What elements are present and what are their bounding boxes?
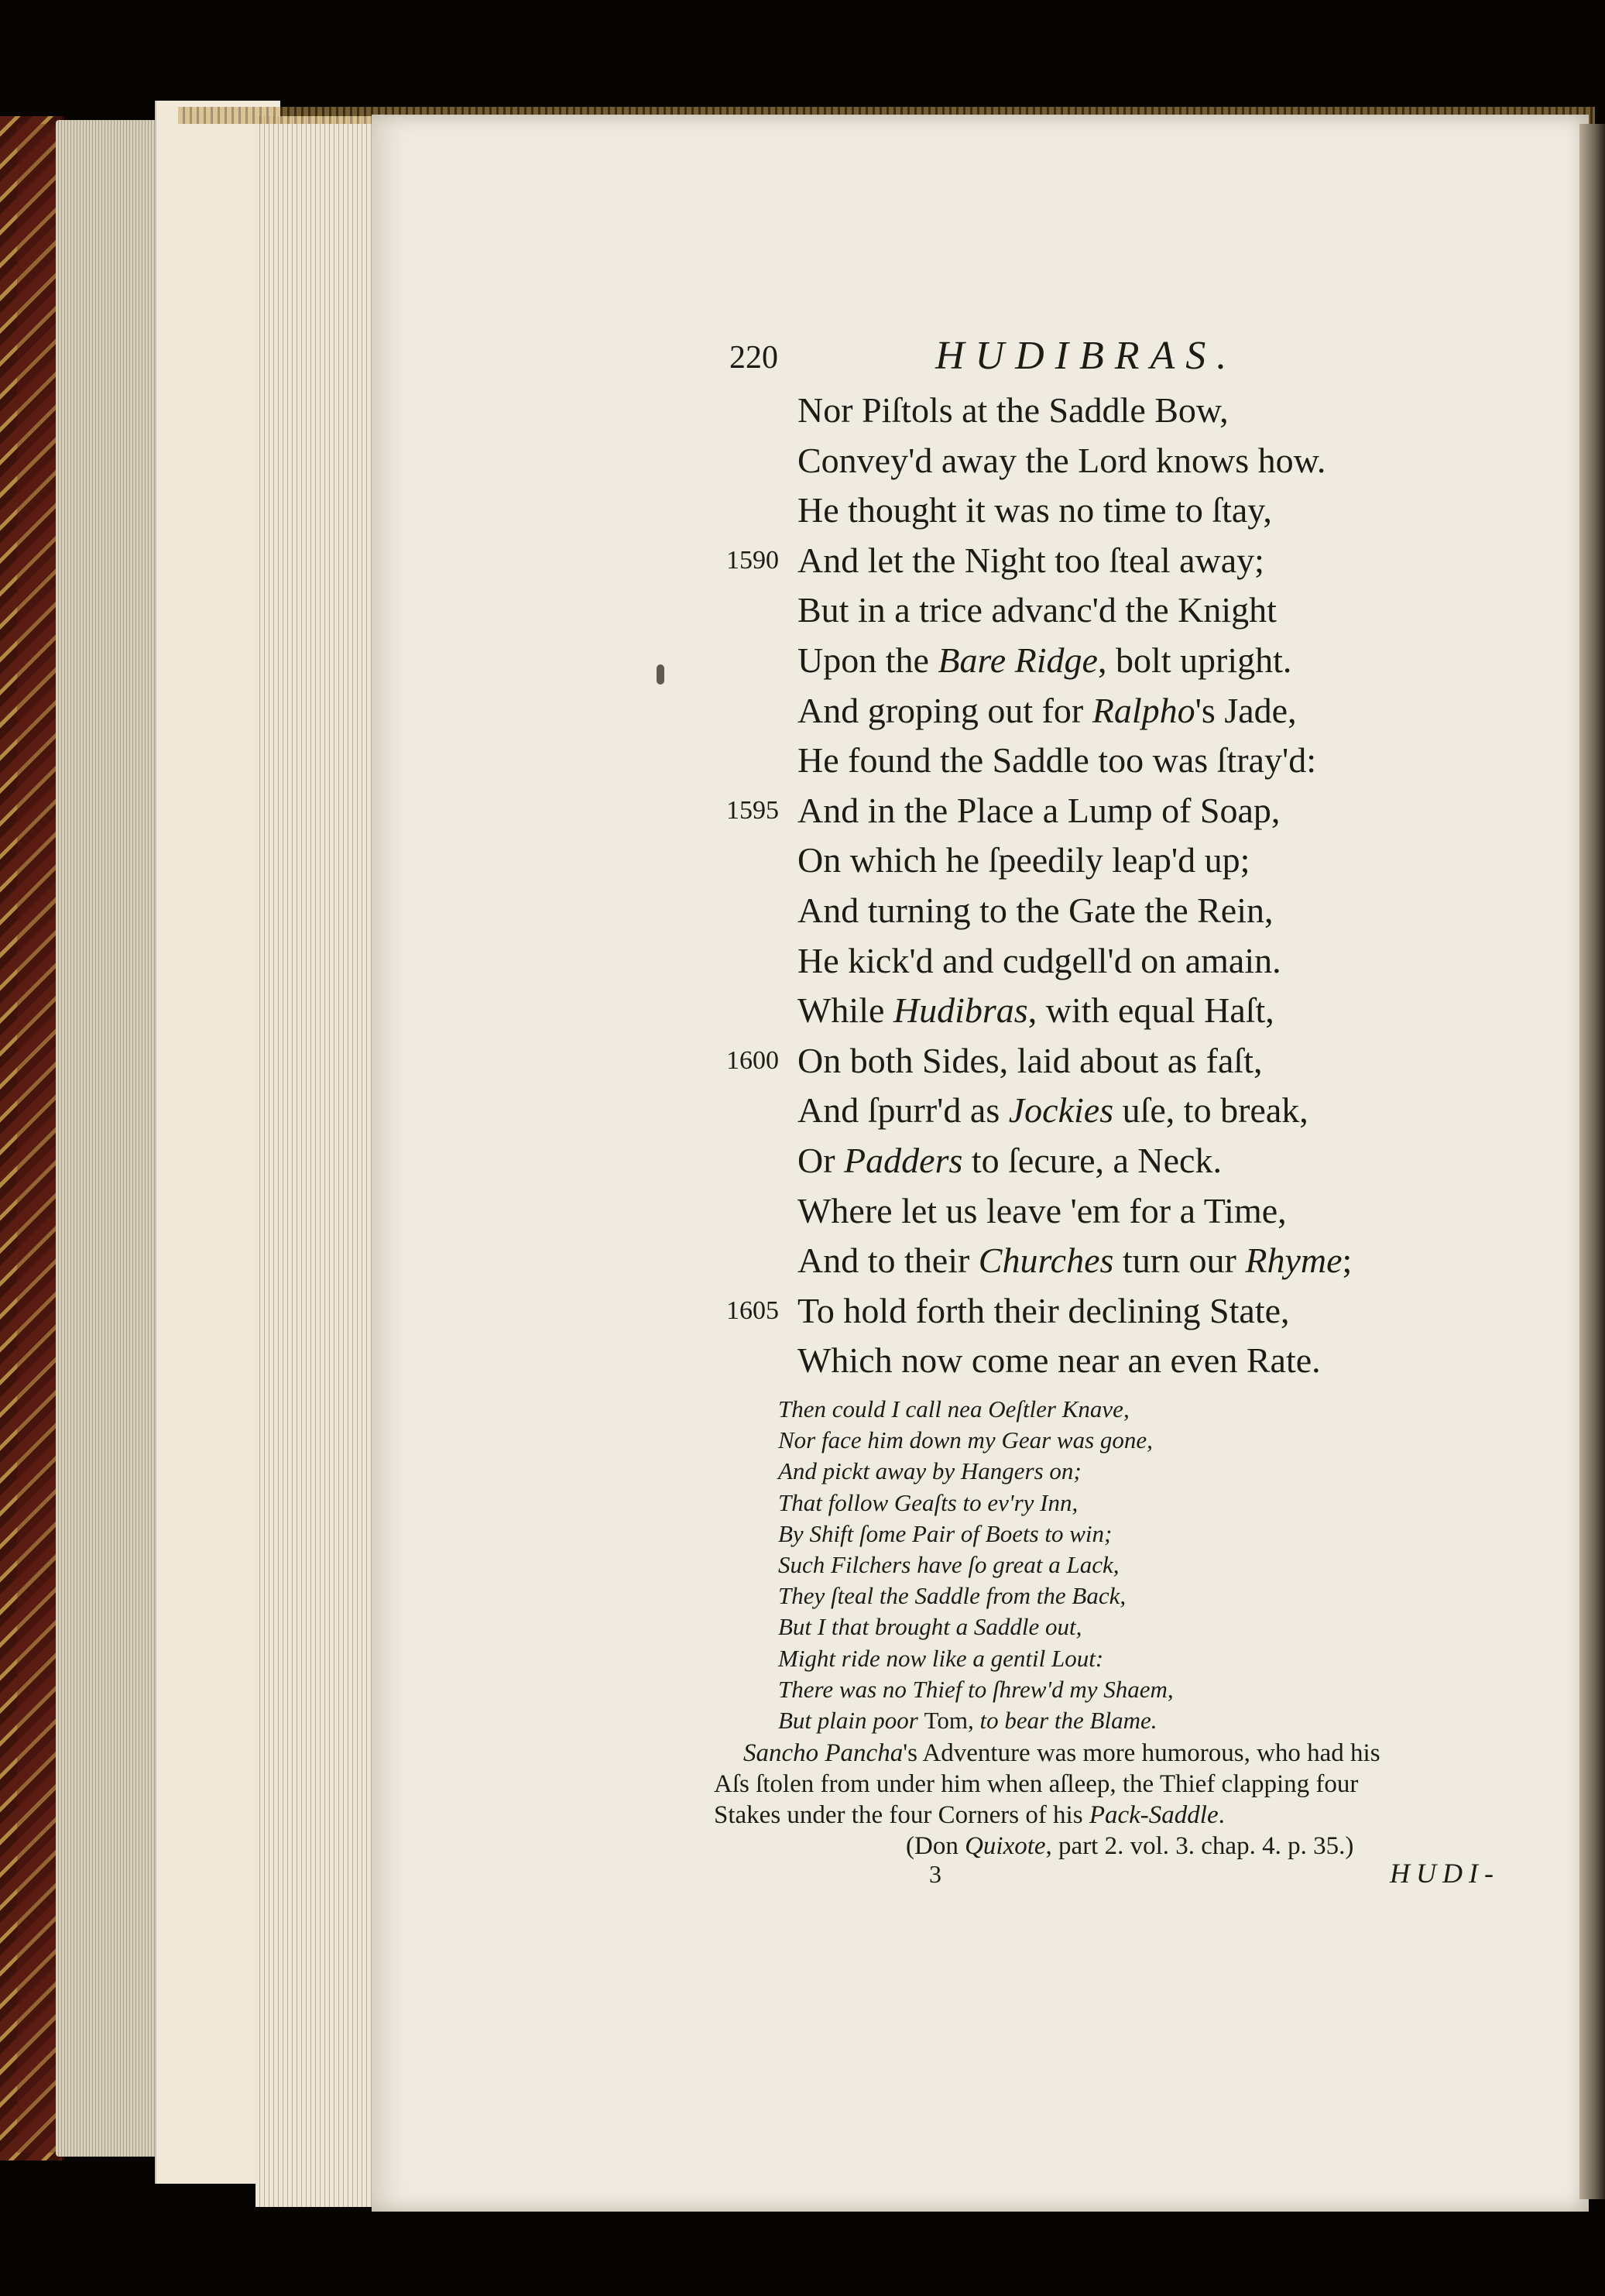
- text-run: That follow Geaſts to ev'ry Inn,: [778, 1488, 1079, 1516]
- signature-mark: 3: [929, 1860, 941, 1888]
- text-run: ;: [1342, 1241, 1353, 1281]
- text-run: .: [1218, 1801, 1225, 1829]
- line-number: 1605: [726, 1296, 779, 1325]
- footnote-prose-line: [714, 1769, 1358, 1800]
- footnote-verse-line: [778, 1488, 1078, 1519]
- verse-line: [797, 737, 1316, 784]
- text-run: He found the Saddle too was ſtray'd:: [797, 740, 1317, 781]
- text-run: And groping out for: [797, 690, 1092, 730]
- text-run: And pickt away by Hangers on;: [778, 1457, 1082, 1485]
- verse-line: [797, 938, 1281, 984]
- text-run: While: [797, 990, 893, 1031]
- text-run: Padders: [844, 1141, 963, 1180]
- verse-line: [797, 1138, 1222, 1184]
- text-run: They ſteal the Saddle from the Back,: [778, 1582, 1127, 1610]
- verse-line: [797, 387, 1229, 434]
- text-run: And let the Night too ſteal away;: [797, 540, 1264, 580]
- text-run: , bolt upright.: [1097, 640, 1292, 680]
- text-run: And to their: [797, 1241, 979, 1281]
- verse-line: [797, 1188, 1287, 1234]
- text-run: Quixote: [965, 1832, 1046, 1860]
- footnote-verse-line: [778, 1519, 1112, 1550]
- text-run: Nor Piſtols at the Saddle Bow,: [797, 390, 1229, 430]
- text-run: , part 2. vol. 3. chap. 4. p. 35.): [1045, 1832, 1354, 1860]
- text-run: , to bear the Blame.: [967, 1707, 1157, 1734]
- text-run: Hudibras: [893, 990, 1028, 1031]
- text-run: He thought it was no time to ſtay,: [797, 490, 1272, 530]
- footnote-verse-line: [778, 1674, 1174, 1705]
- text-run: He kick'd and cudgell'd on amain.: [797, 940, 1281, 980]
- text-run: And turning to the Gate the Rein,: [797, 891, 1274, 930]
- text-run: Which now come near an even Rate.: [797, 1340, 1321, 1381]
- text-run: But I that brought a Saddle out,: [778, 1613, 1082, 1641]
- text-run: On both Sides, laid about as faſt,: [797, 1040, 1263, 1080]
- verse-line: [797, 788, 1280, 834]
- verse-line: [797, 487, 1272, 534]
- text-run: to ſecure, a Neck.: [962, 1141, 1222, 1180]
- verse-line: [797, 1288, 1290, 1334]
- line-number: 1590: [726, 545, 779, 575]
- verse-line: [797, 887, 1274, 934]
- text-run: Convey'd away the Lord knows how.: [797, 440, 1326, 480]
- footnote-verse-line: [778, 1425, 1153, 1456]
- text-run: Aſs ſtolen from under him when aſleep, the Thief clapping four: [714, 1770, 1359, 1798]
- verse-line: [797, 688, 1297, 734]
- text-run: Tom: [924, 1707, 968, 1734]
- text-run: uſe, to break,: [1113, 1090, 1308, 1131]
- footnote-verse-line: [778, 1611, 1082, 1642]
- text-run: Pack-Saddle: [1089, 1801, 1219, 1829]
- page-number: 220: [729, 340, 778, 376]
- text-run: But plain poor: [778, 1707, 924, 1734]
- footnote-verse-line: [778, 1643, 1103, 1674]
- verse-line: [797, 1087, 1308, 1134]
- verse-line: [797, 537, 1264, 584]
- verse-line: [797, 1337, 1321, 1384]
- text-run: Where let us leave 'em for a Time,: [797, 1190, 1287, 1230]
- text-run: turn our: [1113, 1241, 1246, 1281]
- footnote-prose-line: [714, 1800, 1225, 1831]
- line-number: 1600: [726, 1045, 779, 1075]
- text-run: (Don: [906, 1832, 965, 1860]
- text-run: , with equal Haſt,: [1027, 990, 1274, 1031]
- running-title: HUDIBRAS.: [935, 334, 1238, 378]
- text-run: Churches: [978, 1241, 1114, 1281]
- text-run: And in the Place a Lump of Soap,: [797, 790, 1281, 830]
- text-run: By Shift ſome Pair of Boets to win;: [778, 1519, 1113, 1547]
- text-run: Sancho Pancha: [743, 1739, 904, 1767]
- text-run: On which he ſpeedily leap'd up;: [797, 840, 1250, 880]
- footnote-verse-line: [778, 1580, 1126, 1611]
- verse-line: [797, 637, 1291, 684]
- footnote-verse-line: [778, 1705, 1157, 1736]
- verse-line: [797, 587, 1277, 633]
- footnote-verse-line: [778, 1394, 1130, 1425]
- catchword: HUDI-: [1390, 1858, 1500, 1889]
- text-run: Bare Ridge: [938, 640, 1098, 680]
- text-run: Nor face him down my Gear was gone,: [778, 1426, 1153, 1454]
- verse-line: [797, 1038, 1262, 1084]
- footnote-verse-line: [778, 1550, 1120, 1580]
- footnote-prose-line: [743, 1738, 1380, 1769]
- text-run: Stakes under the four Corners of his: [714, 1801, 1089, 1829]
- text-run: Then could I call nea Oeſtler Knave,: [778, 1395, 1130, 1423]
- verse-line: [797, 837, 1250, 884]
- text-run: Such Filchers have ſo great a Lack,: [778, 1551, 1120, 1578]
- text-run: Or: [797, 1141, 845, 1180]
- text-run: Jockies: [1008, 1090, 1114, 1131]
- verse-line: [797, 438, 1325, 484]
- footnote-prose-line: [906, 1831, 1353, 1862]
- verse-line: [797, 1237, 1352, 1284]
- text-run: 's Jade,: [1195, 690, 1297, 730]
- text-run: 's Adventure was more humorous, who had his: [903, 1739, 1380, 1767]
- text-run: Ralpho: [1092, 690, 1195, 730]
- line-number: 1595: [726, 795, 779, 825]
- text-run: Rhyme: [1245, 1241, 1343, 1281]
- footnote-verse-line: [778, 1456, 1082, 1487]
- text-run: Upon the: [797, 640, 938, 680]
- verse-line: [797, 987, 1274, 1034]
- text-run: And ſpurr'd as: [797, 1090, 1009, 1131]
- text-run: But in a trice advanc'd the Knight: [797, 590, 1277, 630]
- text-run: There was no Thief to ſhrew'd my Shaem,: [778, 1675, 1174, 1703]
- text-run: To hold forth their declining State,: [797, 1290, 1290, 1330]
- text-run: Might ride now like a gentil Lout:: [778, 1644, 1104, 1672]
